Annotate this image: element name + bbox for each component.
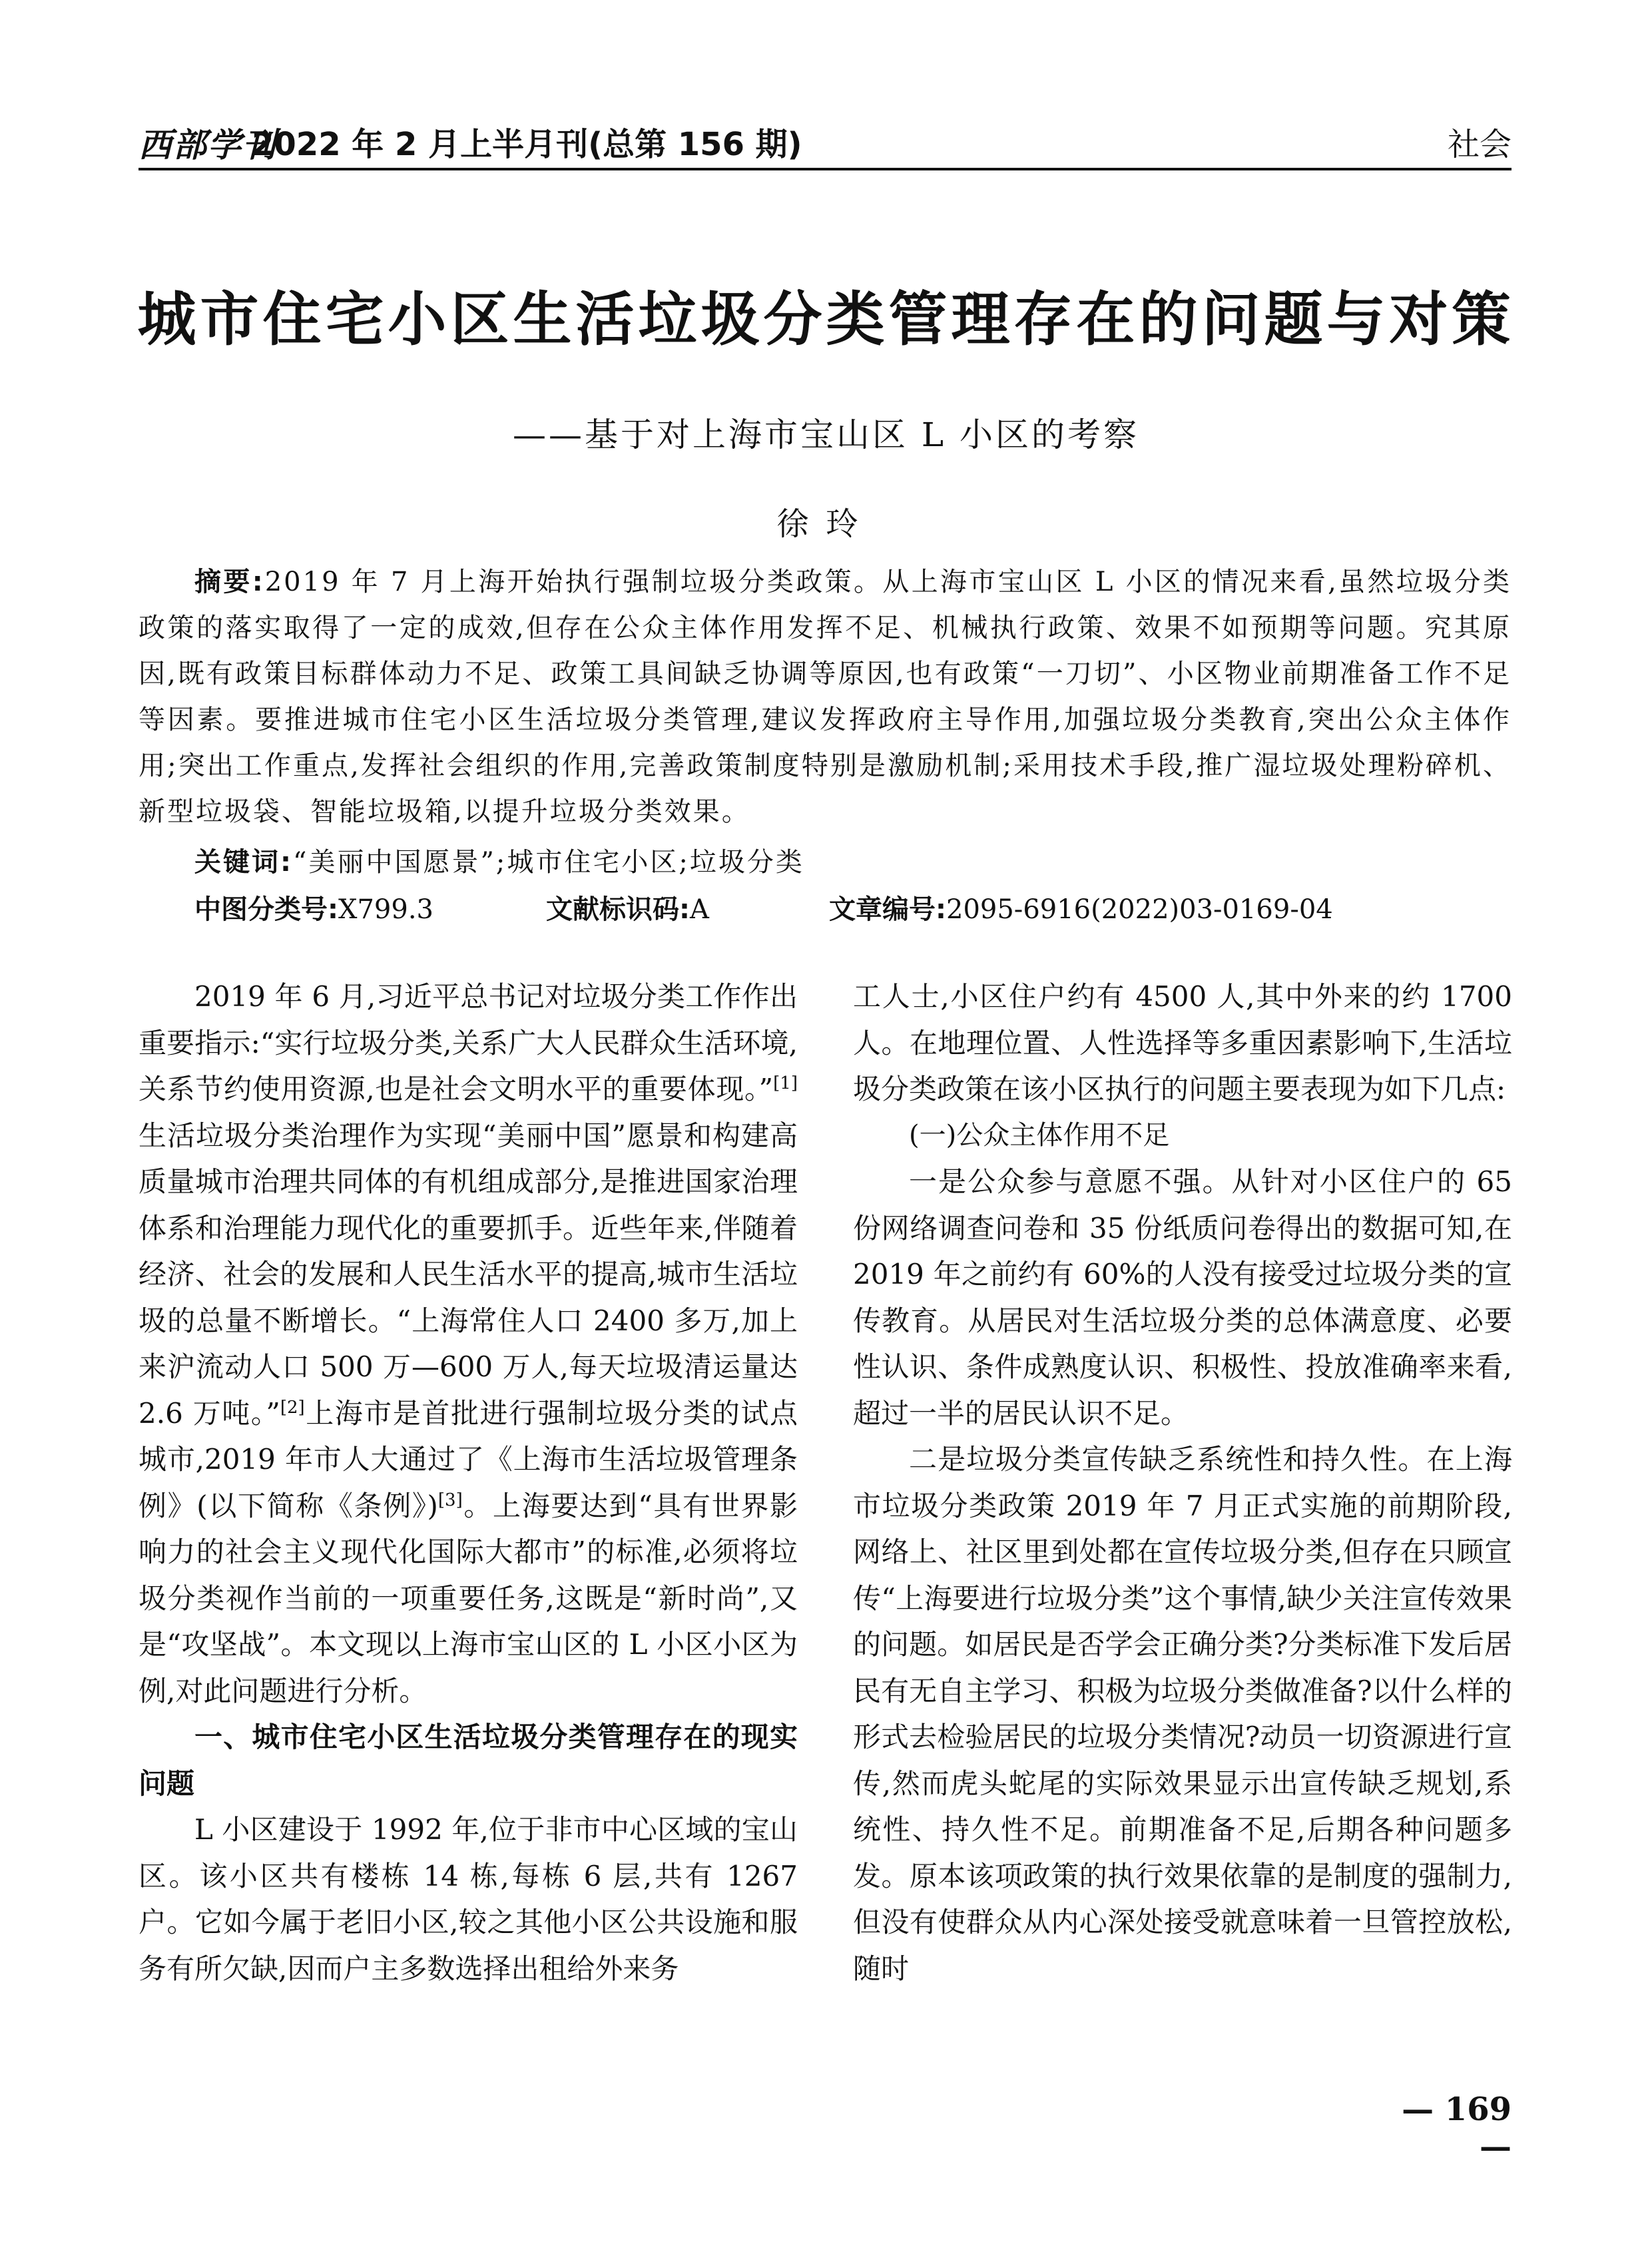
citation-ref: [2] bbox=[280, 1397, 305, 1418]
doc-code bbox=[546, 888, 709, 926]
paragraph: 一是公众参与意愿不强。从针对小区住户的 65 份网络调查问卷和 35 份纸质问卷得出的数据可知,在 2019 年之前约有 60%的人没有接受过垃圾分类的宣传教育。从居民对生活垃圾分类的总体满意度、必要性认识、条件成熟度认识、积极性、投放准确率来看,超过一半的居民认识不足。 bbox=[853, 1165, 1512, 1430]
citation-ref: [3] bbox=[437, 1490, 463, 1510]
clc-label: 中图分类号: bbox=[194, 894, 338, 925]
keywords-text: “美丽中国愿景”;城市住宅小区;垃圾分类 bbox=[293, 847, 804, 878]
section-label: 社会 bbox=[1447, 126, 1512, 163]
text-run: 上海市是首批进行强制垃圾分类的试点城市,2019 年市人大通过了《上海市生活垃圾管理条例》(以下简称《条例》) bbox=[138, 1396, 798, 1522]
text-run: 。上海要达到“具有世界影响力的社会主义现代化国际大都市”的标准,必须将垃圾分类视作当前的一项重要任务,这既是“新时尚”,又是“攻坚战”。本文现以上海市宝山区的 L 小区小区为例,对此问题进行分析。 bbox=[138, 1489, 798, 1707]
doc-value: A bbox=[690, 894, 709, 925]
paragraph bbox=[138, 974, 798, 1714]
article-subtitle: ——基于对上海市宝山区 L 小区的考察 bbox=[513, 416, 1139, 454]
right-column bbox=[853, 974, 1512, 1992]
subsection-heading: (一)公众主体作用不足 bbox=[909, 1119, 1170, 1151]
issue-info: 2022 年 2 月上半月刊(总第 156 期) bbox=[252, 126, 802, 163]
clc-value: X799.3 bbox=[338, 894, 433, 925]
paragraph: L 小区建设于 1992 年,位于非市中心区域的宝山区。该小区共有楼栋 14 栋,每栋 6 层,共有 1267 户。它如今属于老旧小区,较之其他小区公共设施和服务有所欠缺,因而户主多数选择出租给外来务 bbox=[138, 1813, 798, 1985]
article-author: 徐玲 bbox=[776, 505, 876, 543]
section-heading: 一、城市住宅小区生活垃圾分类管理存在的现实问题 bbox=[138, 1721, 798, 1800]
abstract bbox=[138, 559, 1512, 835]
classification-line bbox=[194, 888, 1513, 928]
clc-number bbox=[194, 888, 433, 926]
keywords-label: 关键词: bbox=[194, 847, 293, 878]
text-run: 2019 年 6 月,习近平总书记对垃圾分类工作作出重要指示:“实行垃圾分类,关系广大人民群众生活环境,关系节约使用资源,也是社会文明水平的重要体现。” bbox=[138, 980, 798, 1105]
running-header bbox=[138, 113, 1512, 164]
page-number: — 169 — bbox=[1402, 2091, 1512, 2165]
article-number bbox=[829, 888, 1333, 926]
article-title: 城市住宅小区生活垃圾分类管理存在的问题与对策 bbox=[137, 284, 1515, 354]
doc-label: 文献标识码: bbox=[546, 894, 690, 925]
article-number-label: 文章编号: bbox=[829, 894, 946, 925]
article-number-value: 2095-6916(2022)03-0169-04 bbox=[946, 894, 1333, 925]
citation-ref: [1] bbox=[773, 1073, 798, 1093]
abstract-text: 2019 年 7 月上海开始执行强制垃圾分类政策。从上海市宝山区 L 小区的情况来看,虽然垃圾分类政策的落实取得了一定的成效,但存在公众主体作用发挥不足、机械执行政策、效果不如预期等问题。究其原因,既有政策目标群体动力不足、政策工具间缺乏协调等原因,也有政策“一刀切”、小区物业前期准备工作不足等因素。要推进城市住宅小区生活垃圾分类管理,建议发挥政府主导作用,加强垃圾分类教育,突出公众主体作用;突出工作重点,发挥社会组织的作用,完善政策制度特别是激励机制;采用技术手段,推广湿垃圾处理粉碎机、新型垃圾袋、智能垃圾箱,以提升垃圾分类效果。 bbox=[138, 567, 1512, 827]
keywords bbox=[194, 841, 804, 879]
journal-logo: 西部学刊 bbox=[138, 125, 277, 164]
paragraph: 工人士,小区住户约有 4500 人,其中外来的约 1700 人。在地理位置、人性选择等多重因素影响下,生活垃圾分类政策在该小区执行的问题主要表现为如下几点: bbox=[853, 980, 1512, 1105]
text-run: 生活垃圾分类治理作为实现“美丽中国”愿景和构建高质量城市治理共同体的有机组成部分,是推进国家治理体系和治理能力现代化的重要抓手。近些年来,伴随着经济、社会的发展和人民生活水平的提高,城市生活垃圾的总量不断增长。“上海常住人口 2400 多万,加上来沪流动人口 500 万—600 万人,每天垃圾清运量达 2.6 万吨。” bbox=[138, 1119, 798, 1430]
abstract-label: 摘要: bbox=[194, 567, 265, 597]
left-column bbox=[138, 974, 798, 1992]
paragraph: 二是垃圾分类宣传缺乏系统性和持久性。在上海市垃圾分类政策 2019 年 7 月正式实施的前期阶段,网络上、社区里到处都在宣传垃圾分类,但存在只顾宣传“上海要进行垃圾分类”这个事情,缺少关注宣传效果的问题。如居民是否学会正确分类?分类标准下发后居民有无自主学习、积极为垃圾分类做准备?以什么样的形式去检验居民的垃圾分类情况?动员一切资源进行宣传,然而虎头蛇尾的实际效果显示出宣传缺乏规划,系统性、持久性不足。前期准备不足,后期各种问题多发。原本该项政策的执行效果依靠的是制度的强制力,但没有使群众从内心深处接受就意味着一旦管控放松,随时 bbox=[853, 1443, 1512, 1985]
header-rule bbox=[138, 168, 1512, 170]
